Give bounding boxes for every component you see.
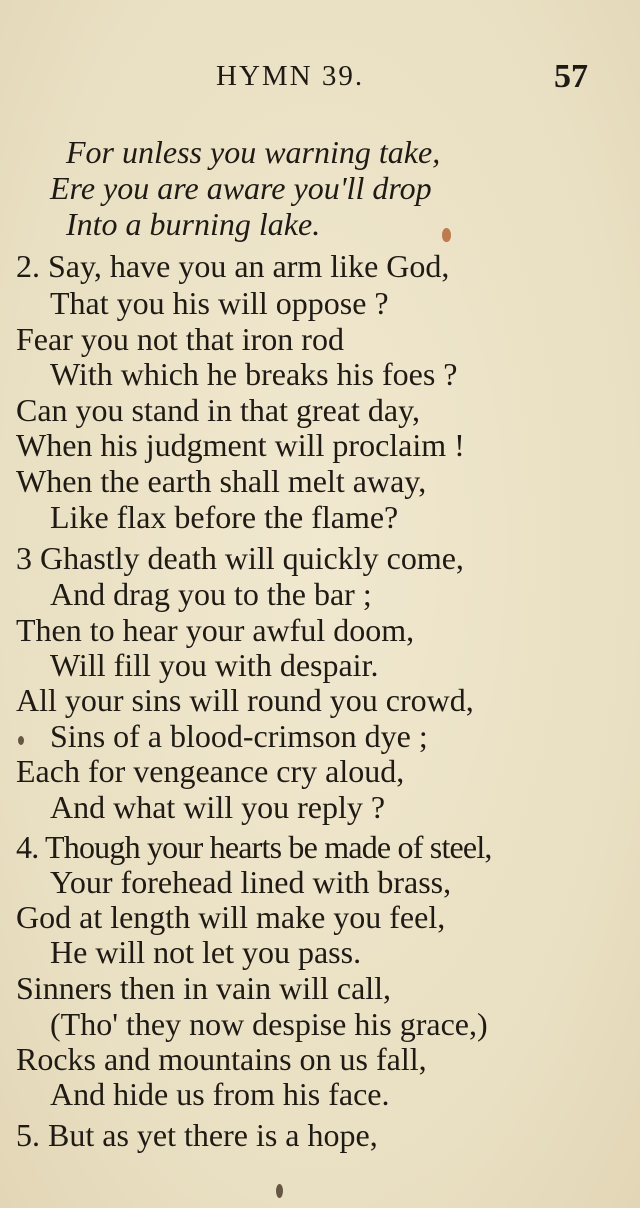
ink-stain-icon [442, 228, 451, 242]
poem-line: For unless you warning take, [66, 134, 441, 170]
poem-line: And hide us from his face. [50, 1076, 390, 1112]
poem-line: Can you stand in that great day, [16, 392, 421, 428]
poem-line: He will not let you pass. [50, 934, 362, 970]
verse-4-line: 4. Though your hearts be made of steel, [16, 829, 492, 865]
poem-line: With which he breaks his foes ? [50, 356, 458, 392]
poem-line: Sinners then in vain will call, [16, 970, 392, 1006]
poem-line: Into a burning lake. [66, 206, 321, 242]
poem-line: God at length will make you feel, [16, 899, 446, 935]
ink-dot-icon [18, 736, 24, 745]
ink-dot-icon [276, 1184, 283, 1198]
poem-line: Each for vengeance cry aloud, [16, 753, 405, 789]
poem-line: Ere you are aware you'll drop [50, 170, 432, 206]
poem-line: Like flax before the flame? [50, 499, 399, 535]
poem-line: That you his will oppose ? [50, 285, 389, 321]
poem-line: And drag you to the bar ; [50, 576, 372, 612]
poem-line: When his judgment will proclaim ! [16, 427, 465, 463]
page-header [0, 58, 640, 98]
verse-2-line: 2. Say, have you an arm like God, [16, 248, 450, 284]
poem-line: Your forehead lined with brass, [50, 864, 452, 900]
poem-line: Rocks and mountains on us fall, [16, 1041, 427, 1077]
poem-line: All your sins will round you crowd, [16, 682, 474, 718]
poem-line: Then to hear your awful doom, [16, 612, 415, 648]
poem-line: And what will you reply ? [50, 789, 386, 825]
poem-line: Sins of a blood-crimson dye ; [50, 718, 428, 754]
poem-line: When the earth shall melt away, [16, 463, 427, 499]
running-head: HYMN 39. [216, 60, 365, 92]
poem-line: (Tho' they now despise his grace,) [50, 1006, 488, 1042]
poem-line: Fear you not that iron rod [16, 321, 344, 357]
poem-line: Will fill you with despair. [50, 647, 379, 683]
verse-3-line: 3 Ghastly death will quickly come, [16, 540, 464, 576]
verse-5-line: 5. But as yet there is a hope, [16, 1117, 378, 1153]
page-number: 57 [554, 58, 588, 95]
